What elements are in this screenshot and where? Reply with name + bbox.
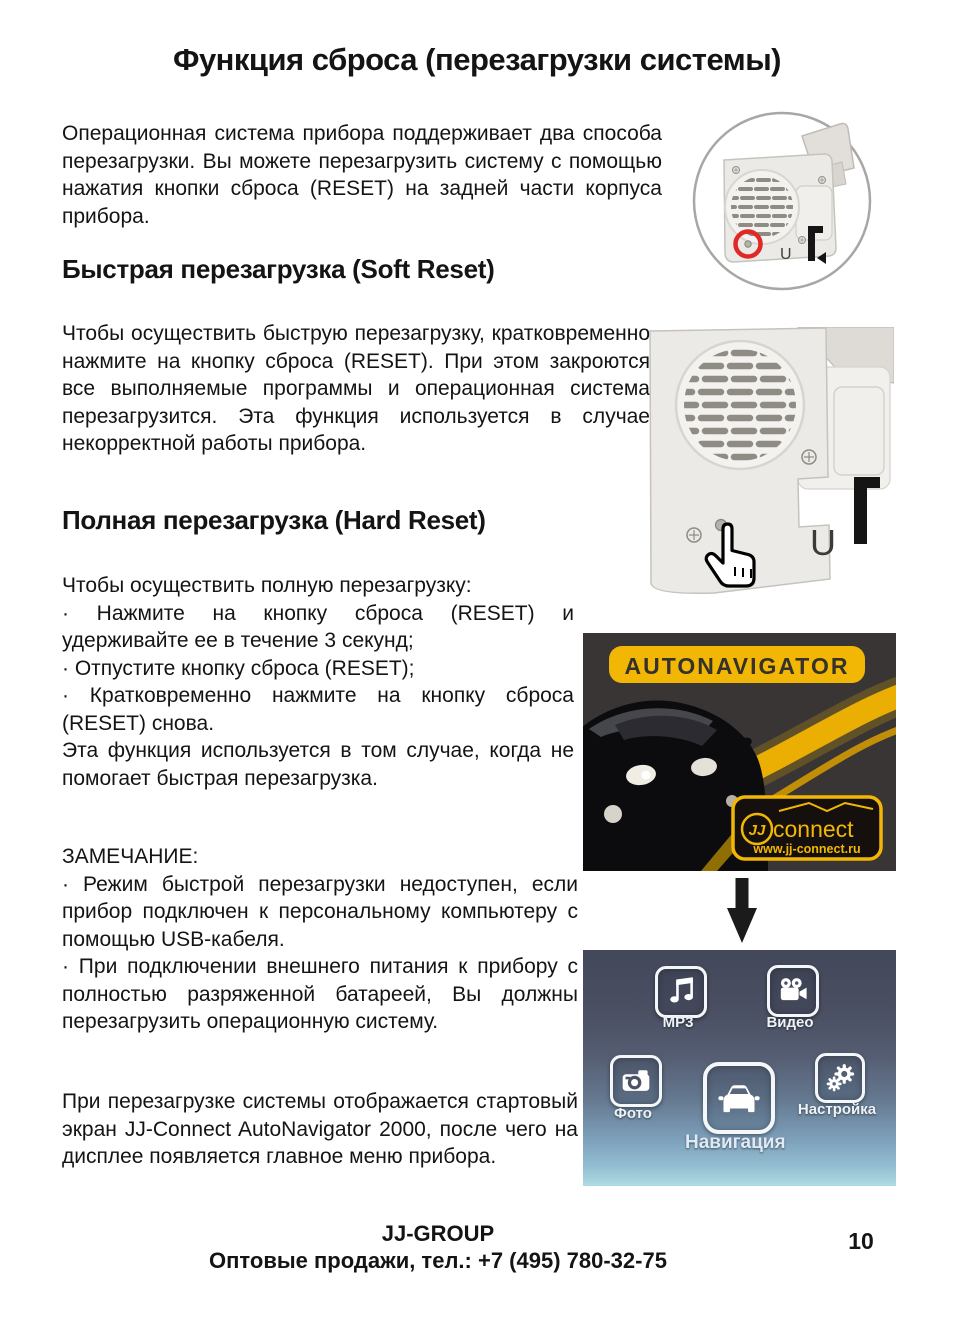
u-mark: U bbox=[780, 246, 792, 263]
soft-reset-paragraph: Чтобы осуществить быструю перезагрузку, кратковременно нажмите на кнопку сброса (RESET). При этом закроются все выполняемые программы и операционная система перезагрузится. Эта функция используется в случае некорректной работы прибора. bbox=[62, 322, 650, 455]
menu-label-mp3: MP3 bbox=[662, 1014, 694, 1031]
intro-paragraph: Операционная система прибора поддерживает два способа перезагрузки. Вы можете перезагрузить систему с помощью нажатия кнопки сброса (RESET) на задней части корпуса прибора. bbox=[62, 122, 662, 228]
gears-icon bbox=[824, 1062, 856, 1094]
remark-bullet: · При подключении внешнего питания к прибору с полностью разряженной батареей, Вы должны перезагрузить операционную систему. bbox=[62, 955, 578, 1033]
footer-sales-line: Оптовые продажи, тел.: +7 (495) 780-32-75 bbox=[209, 1248, 667, 1273]
u-mark: U bbox=[810, 522, 836, 563]
hard-reset-note: Эта функция используется в том случае, когда не помогает быстрая перезагрузка. bbox=[62, 739, 574, 790]
hard-reset-block bbox=[62, 572, 574, 792]
menu-item-video bbox=[767, 965, 819, 1017]
main-menu-screen-image bbox=[583, 950, 896, 1186]
jj-connect-badge bbox=[733, 797, 881, 859]
footer bbox=[62, 1220, 814, 1274]
hard-reset-bullet: · Нажмите на кнопку сброса (RESET) и удерживайте ее в течение 3 секунд; bbox=[62, 601, 574, 652]
device-back-circle-illustration bbox=[684, 108, 880, 298]
mount-bracket bbox=[854, 477, 880, 544]
hard-reset-heading: Полная перезагрузка (Hard Reset) bbox=[62, 505, 486, 535]
device-closeup-icon bbox=[648, 327, 894, 599]
car-icon bbox=[715, 1079, 763, 1117]
remark-label: ЗАМЕЧАНИЕ: bbox=[62, 845, 199, 868]
splash-art bbox=[583, 633, 896, 871]
hard-reset-intro: Чтобы осуществить полную перезагрузку: bbox=[62, 574, 472, 597]
page-title: Функция сброса (перезагрузки системы) bbox=[172, 42, 782, 77]
soft-reset-heading: Быстрая перезагрузка (Soft Reset) bbox=[62, 254, 495, 284]
jj-logo-text: JJ bbox=[748, 822, 766, 839]
menu-item-settings bbox=[815, 1053, 865, 1103]
reset-button-hole bbox=[745, 241, 751, 247]
page-number: 10 bbox=[848, 1228, 874, 1254]
menu-item-mp3 bbox=[655, 966, 707, 1018]
website-url: www.jj-connect.ru bbox=[753, 842, 861, 856]
menu-label-settings: Настройка bbox=[797, 1101, 877, 1118]
remark-bullet: · Режим быстрой перезагрузки недоступен, если прибор подключен к персональному компьютеру с помощью USB-кабеля. bbox=[62, 872, 578, 951]
device-reset-closeup-illustration bbox=[648, 327, 894, 599]
video-camera-icon bbox=[776, 974, 810, 1008]
photo-camera-icon bbox=[619, 1064, 653, 1098]
music-note-icon bbox=[664, 975, 698, 1009]
down-arrow-icon bbox=[725, 878, 759, 944]
hard-reset-bullet: · Кратковременно нажмите на кнопку сброса (RESET) снова. bbox=[62, 684, 574, 735]
menu-item-photo bbox=[610, 1055, 662, 1107]
splash-screen-image bbox=[583, 633, 896, 871]
remark-block bbox=[62, 843, 578, 1036]
brand-name: AUTONAVIGATOR bbox=[624, 653, 850, 679]
hard-reset-bullet: · Отпустите кнопку сброса (RESET); bbox=[62, 656, 415, 680]
menu-label-photo: Фото bbox=[614, 1105, 652, 1122]
menu-label-video: Видео bbox=[766, 1014, 814, 1031]
menu-item-navigation bbox=[703, 1062, 775, 1134]
reboot-info-paragraph: При перезагрузке системы отображается стартовый экран JJ-Connect AutoNavigator 2000, после чего на дисплее появляется главное меню прибора. bbox=[62, 1090, 578, 1168]
device-back-icon bbox=[684, 108, 880, 298]
connect-text: connect bbox=[773, 816, 854, 842]
menu-label-navigation: Навигация bbox=[685, 1132, 786, 1153]
footer-company: JJ-GROUP bbox=[381, 1221, 495, 1246]
